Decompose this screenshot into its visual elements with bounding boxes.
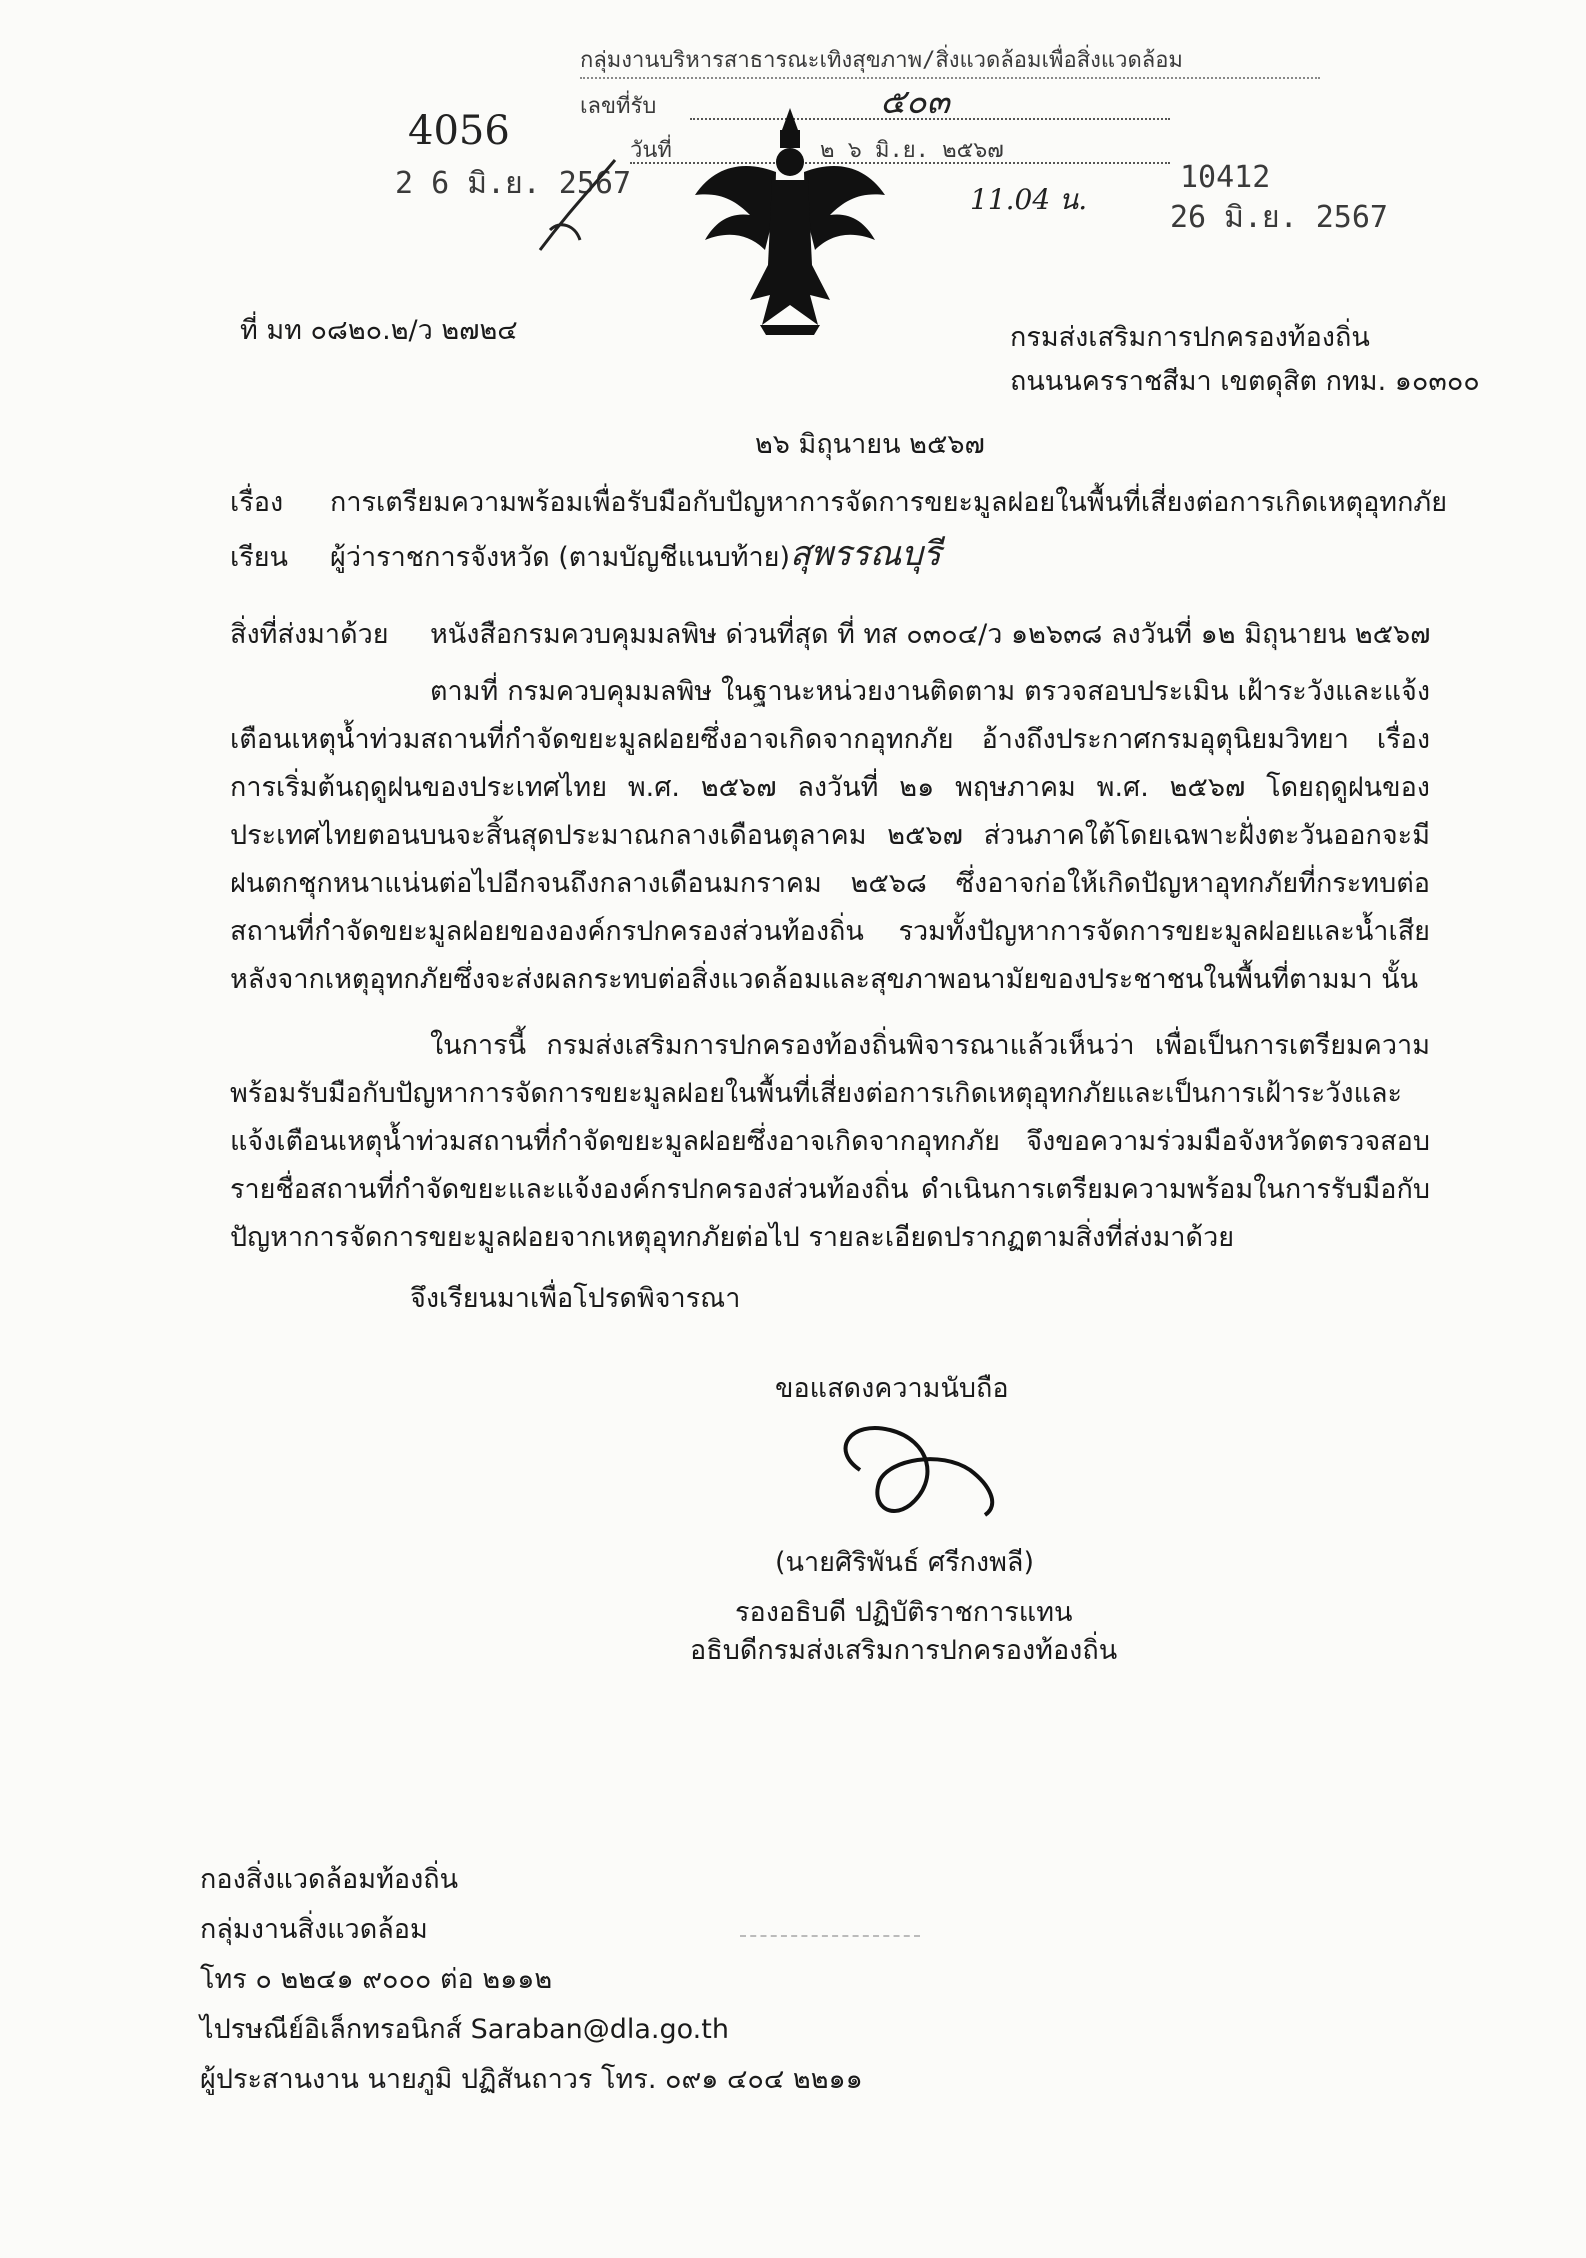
stamp-date-value: ๒ ๖ มิ.ย. ๒๕๖๗ bbox=[820, 138, 1004, 163]
subject-label: เรื่อง bbox=[230, 487, 284, 518]
paragraph-1-text: ตามที่ กรมควบคุมมลพิษ ในฐานะหน่วยงานติดตาม ตรวจสอบประเมิน เฝ้าระวังและแจ้งเตือนเหตุน้ำท่วมสถานที่กำจัดขยะมูลฝอยซึ่งอาจเกิดจากอุทกภัย อ้างถึงประกาศกรมอุตุนิยมวิทยา เรื่อง การเริ่มต้นฤดูฝนของประเทศไทย พ.ศ. ๒๕๖๗ ลงวันที่ ๒๑ พฤษภาคม พ.ศ. ๒๕๖๗ โดยฤดูฝนของประเทศไทยตอนบนจะสิ้นสุดประมาณกลางเดือนตุลาคม ๒๕๖๗ ส่วนภาคใต้โดยเฉพาะฝั่งตะวันออกจะมีฝนตกชุกหนาแน่นต่อไปอีกจนถึงกลางเดือนมกราคม ๒๕๖๘ ซึ่งอาจก่อให้เกิดปัญหาอุทกภัยที่กระทบต่อสถานที่กำจัดขยะมูลฝอยขององค์กรปกครองส่วนท้องถิ่น รวมทั้งปัญหาการจัดการขยะมูลฝอยและน้ำเสียหลังจากเหตุอุทกภัยซึ่งจะส่งผลกระทบต่อสิ่งแวดล้อมและสุขภาพอนามัยของประชาชนในพื้นที่ตามมา นั้น bbox=[230, 676, 1430, 995]
signature-image bbox=[820, 1410, 1020, 1530]
signatory-title-1: รองอธิบดี ปฏิบัติราชการแทน bbox=[735, 1597, 1073, 1628]
document-number: ที่ มท ๐๘๒๐.๒/ว ๒๗๒๔ bbox=[240, 315, 518, 346]
stamp-right-no: 10412 bbox=[1180, 160, 1271, 195]
to-text: ผู้ว่าราชการจังหวัด (ตามบัญชีแนบท้าย) bbox=[330, 542, 791, 573]
footer-coordinator: ผู้ประสานงาน นายภูมิ ปฏิสันถาวร โทร. ๐๙๑ ๔๐๔ ๒๒๑๑ bbox=[200, 2064, 863, 2095]
footer-group: กลุ่มงานสิ่งแวดล้อม bbox=[200, 1914, 428, 1945]
regards-text: ขอแสดงความนับถือ bbox=[775, 1373, 1009, 1404]
stamp-receipt-label: เลขที่รับ bbox=[580, 94, 657, 119]
paragraph-2-text: ในการนี้ กรมส่งเสริมการปกครองท้องถิ่นพิจารณาแล้วเห็นว่า เพื่อเป็นการเตรียมความพร้อมรับมือกับปัญหาการจัดการขยะมูลฝอยในพื้นที่เสี่ยงต่อการเกิดเหตุอุทกภัยและเป็นการเฝ้าระวังและแจ้งเตือนเหตุน้ำท่วมสถานที่กำจัดขยะมูลฝอยซึ่งอาจเกิดจากอุทกภัย จึงขอความร่วมมือจังหวัดตรวจสอบรายชื่อสถานที่กำจัดขยะและแจ้งองค์กรปกครองส่วนท้องถิ่น ดำเนินการเตรียมความพร้อมในการรับมือกับปัญหาการจัดการขยะมูลฝอยจากเหตุอุทกภัยต่อไป รายละเอียดปรากฏตามสิ่งที่ส่งมาด้วย bbox=[230, 1030, 1430, 1253]
to-handwritten: สุพรรณบุรี bbox=[790, 534, 942, 574]
document-date: ๒๖ มิถุนายน ๒๕๖๗ bbox=[755, 429, 985, 460]
footer-email: ไปรษณีย์อิเล็กทรอนิกส์ Saraban@dla.go.th bbox=[200, 2014, 729, 2045]
stamp-reg-date: 2 6 มิ.ย. 2567 bbox=[395, 166, 632, 201]
subject-text: การเตรียมความพร้อมเพื่อรับมือกับปัญหาการจัดการขยะมูลฝอยในพื้นที่เสี่ยงต่อการเกิดเหตุอุทกภัย bbox=[330, 487, 1448, 518]
sender-block bbox=[1010, 316, 1480, 404]
sender-line-2: ถนนนครราชสีมา เขตดุสิต กทม. ๑๐๓๐๐ bbox=[1010, 366, 1480, 397]
stamp-office-line: กลุ่มงานบริหารสาธารณะเทิงสุขภาพ/สิ่งแวดล้อมเพื่อสิ่งแวดล้อม bbox=[580, 42, 1320, 79]
to-label: เรียน bbox=[230, 542, 289, 573]
signatory-title-2: อธิบดีกรมส่งเสริมการปกครองท้องถิ่น bbox=[690, 1635, 1118, 1666]
sender-line-1: กรมส่งเสริมการปกครองท้องถิ่น bbox=[1010, 322, 1370, 353]
stamp-reg-no: 4056 bbox=[408, 108, 510, 154]
enclosure-text: หนังสือกรมควบคุมมลพิษ ด่วนที่สุด ที่ ทส ๐๓๐๔/ว ๑๒๖๓๘ ลงวันที่ ๑๒ มิถุนายน ๒๕๖๗ bbox=[430, 619, 1431, 650]
footer-block bbox=[200, 1855, 863, 2105]
stamp-receipt-value: ๕๐๓ bbox=[880, 82, 950, 122]
footer-division: กองสิ่งแวดล้อมท้องถิ่น bbox=[200, 1864, 459, 1895]
stamp-time-value: 11.04 น. bbox=[970, 183, 1088, 216]
paragraph-1 bbox=[230, 668, 1430, 1004]
signatory-name: (นายศิริพันธ์ ศรีกงพลี) bbox=[775, 1547, 1034, 1578]
paragraph-2 bbox=[230, 1022, 1430, 1262]
closing-text: จึงเรียนมาเพื่อโปรดพิจารณา bbox=[410, 1283, 741, 1314]
stamp-right-date: 26 มิ.ย. 2567 bbox=[1170, 200, 1388, 235]
handwritten-initial-mark bbox=[520, 150, 630, 260]
stamp-date-label: วันที่ bbox=[630, 138, 672, 163]
enclosure-label: สิ่งที่ส่งมาด้วย bbox=[230, 619, 389, 650]
footer-phone: โทร ๐ ๒๒๔๑ ๙๐๐๐ ต่อ ๒๑๑๒ bbox=[200, 1964, 553, 1995]
garuda-emblem-icon bbox=[690, 100, 890, 340]
